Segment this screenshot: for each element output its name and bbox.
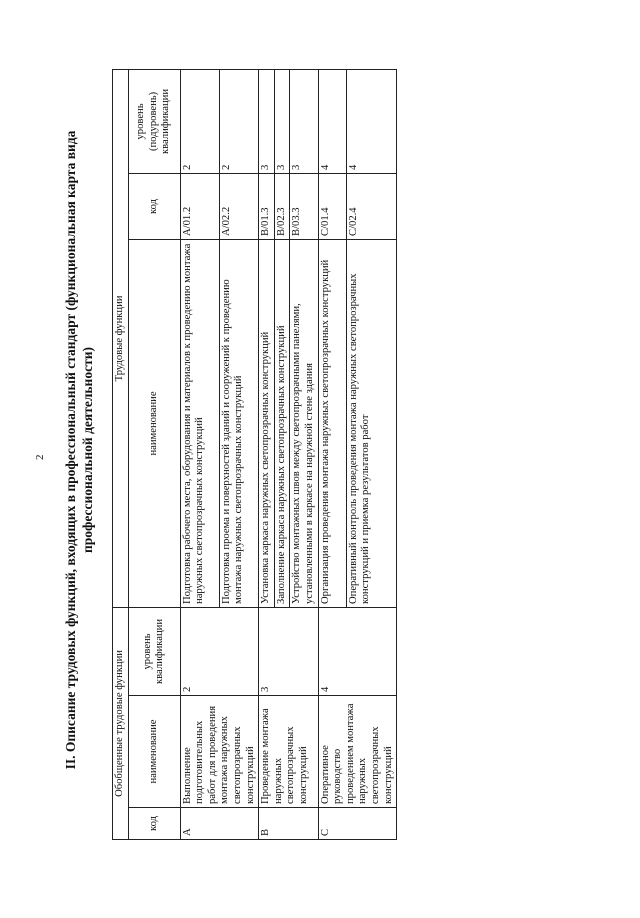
labor-function-level: 4 xyxy=(346,69,397,173)
generalized-function-level: 3 xyxy=(259,607,318,695)
generalized-function-code: B xyxy=(259,808,318,840)
header-level: уровень квалификации xyxy=(128,607,180,695)
header-generalized-functions: Обобщенные трудовые функции xyxy=(113,607,129,839)
labor-function-level: 3 xyxy=(259,69,275,173)
header-labor-functions: Трудовые функции xyxy=(113,69,129,607)
labor-function-level: 4 xyxy=(318,69,346,173)
header-name: наименование xyxy=(128,696,180,808)
header-function-name: наименование xyxy=(128,239,180,607)
labor-function-name: Оперативный контроль проведения монтажа наружных светопрозрачных конструкций и приемка результатов работ xyxy=(346,239,397,607)
labor-function-level: 2 xyxy=(180,69,219,173)
labor-function-code: C/02.4 xyxy=(346,173,397,239)
labor-function-code: B/03.3 xyxy=(290,173,318,239)
labor-function-code: B/01.3 xyxy=(259,173,275,239)
table-row xyxy=(318,69,346,839)
functional-map-table xyxy=(112,69,397,840)
table-row xyxy=(259,69,275,839)
generalized-function-level: 4 xyxy=(318,607,397,695)
page-number: 2 xyxy=(34,454,46,460)
header-row-groups xyxy=(113,69,129,839)
labor-function-name: Подготовка проема и поверхностей зданий и сооружений к проведению монтажа наружных светопрозрачных конструкций xyxy=(219,239,258,607)
generalized-function-name: Проведение монтажа наружных светопрозрачных конструкций xyxy=(259,696,318,808)
labor-function-name: Установка каркаса наружных светопрозрачных конструкций xyxy=(259,239,275,607)
labor-function-code: A/01.2 xyxy=(180,173,219,239)
header-row-columns xyxy=(128,69,180,839)
labor-function-code: B/02.3 xyxy=(274,173,290,239)
labor-function-level: 3 xyxy=(274,69,290,173)
generalized-function-name: Оперативное руководство проведением монтажа наружных светопрозрачных конструкций xyxy=(318,696,397,808)
header-sublevel: уровень (подуровень) квалификации xyxy=(128,69,180,173)
table-row xyxy=(180,69,219,839)
labor-function-code: A/02.2 xyxy=(219,173,258,239)
generalized-function-code: A xyxy=(180,808,259,840)
labor-function-level: 3 xyxy=(290,69,318,173)
labor-function-name: Подготовка рабочего места, оборудования и материалов к проведению монтажа наружных светопрозрачных конструкций xyxy=(180,239,219,607)
section-title: II. Описание трудовых функций, входящих в профессиональный стандарт (функциональная карта вида профессиональной деятельности) xyxy=(63,130,95,770)
generalized-function-code: C xyxy=(318,808,397,840)
labor-function-name: Устройство монтажных швов между светопрозрачными панелями, установленными в каркасе на наружной стене здания xyxy=(290,239,318,607)
labor-function-level: 2 xyxy=(219,69,258,173)
labor-function-name: Организация проведения монтажа наружных светопрозрачных конструкций xyxy=(318,239,346,607)
header-code: код xyxy=(128,808,180,840)
functional-map-sheet xyxy=(62,60,542,840)
header-function-code: код xyxy=(128,173,180,239)
labor-function-name: Заполнение каркаса наружных светопрозрачных конструкций xyxy=(274,239,290,607)
labor-function-code: C/01.4 xyxy=(318,173,346,239)
generalized-function-level: 2 xyxy=(180,607,259,695)
generalized-function-name: Выполнение подготовительных работ для проведения монтажа наружных светопрозрачных конструкций xyxy=(180,696,259,808)
